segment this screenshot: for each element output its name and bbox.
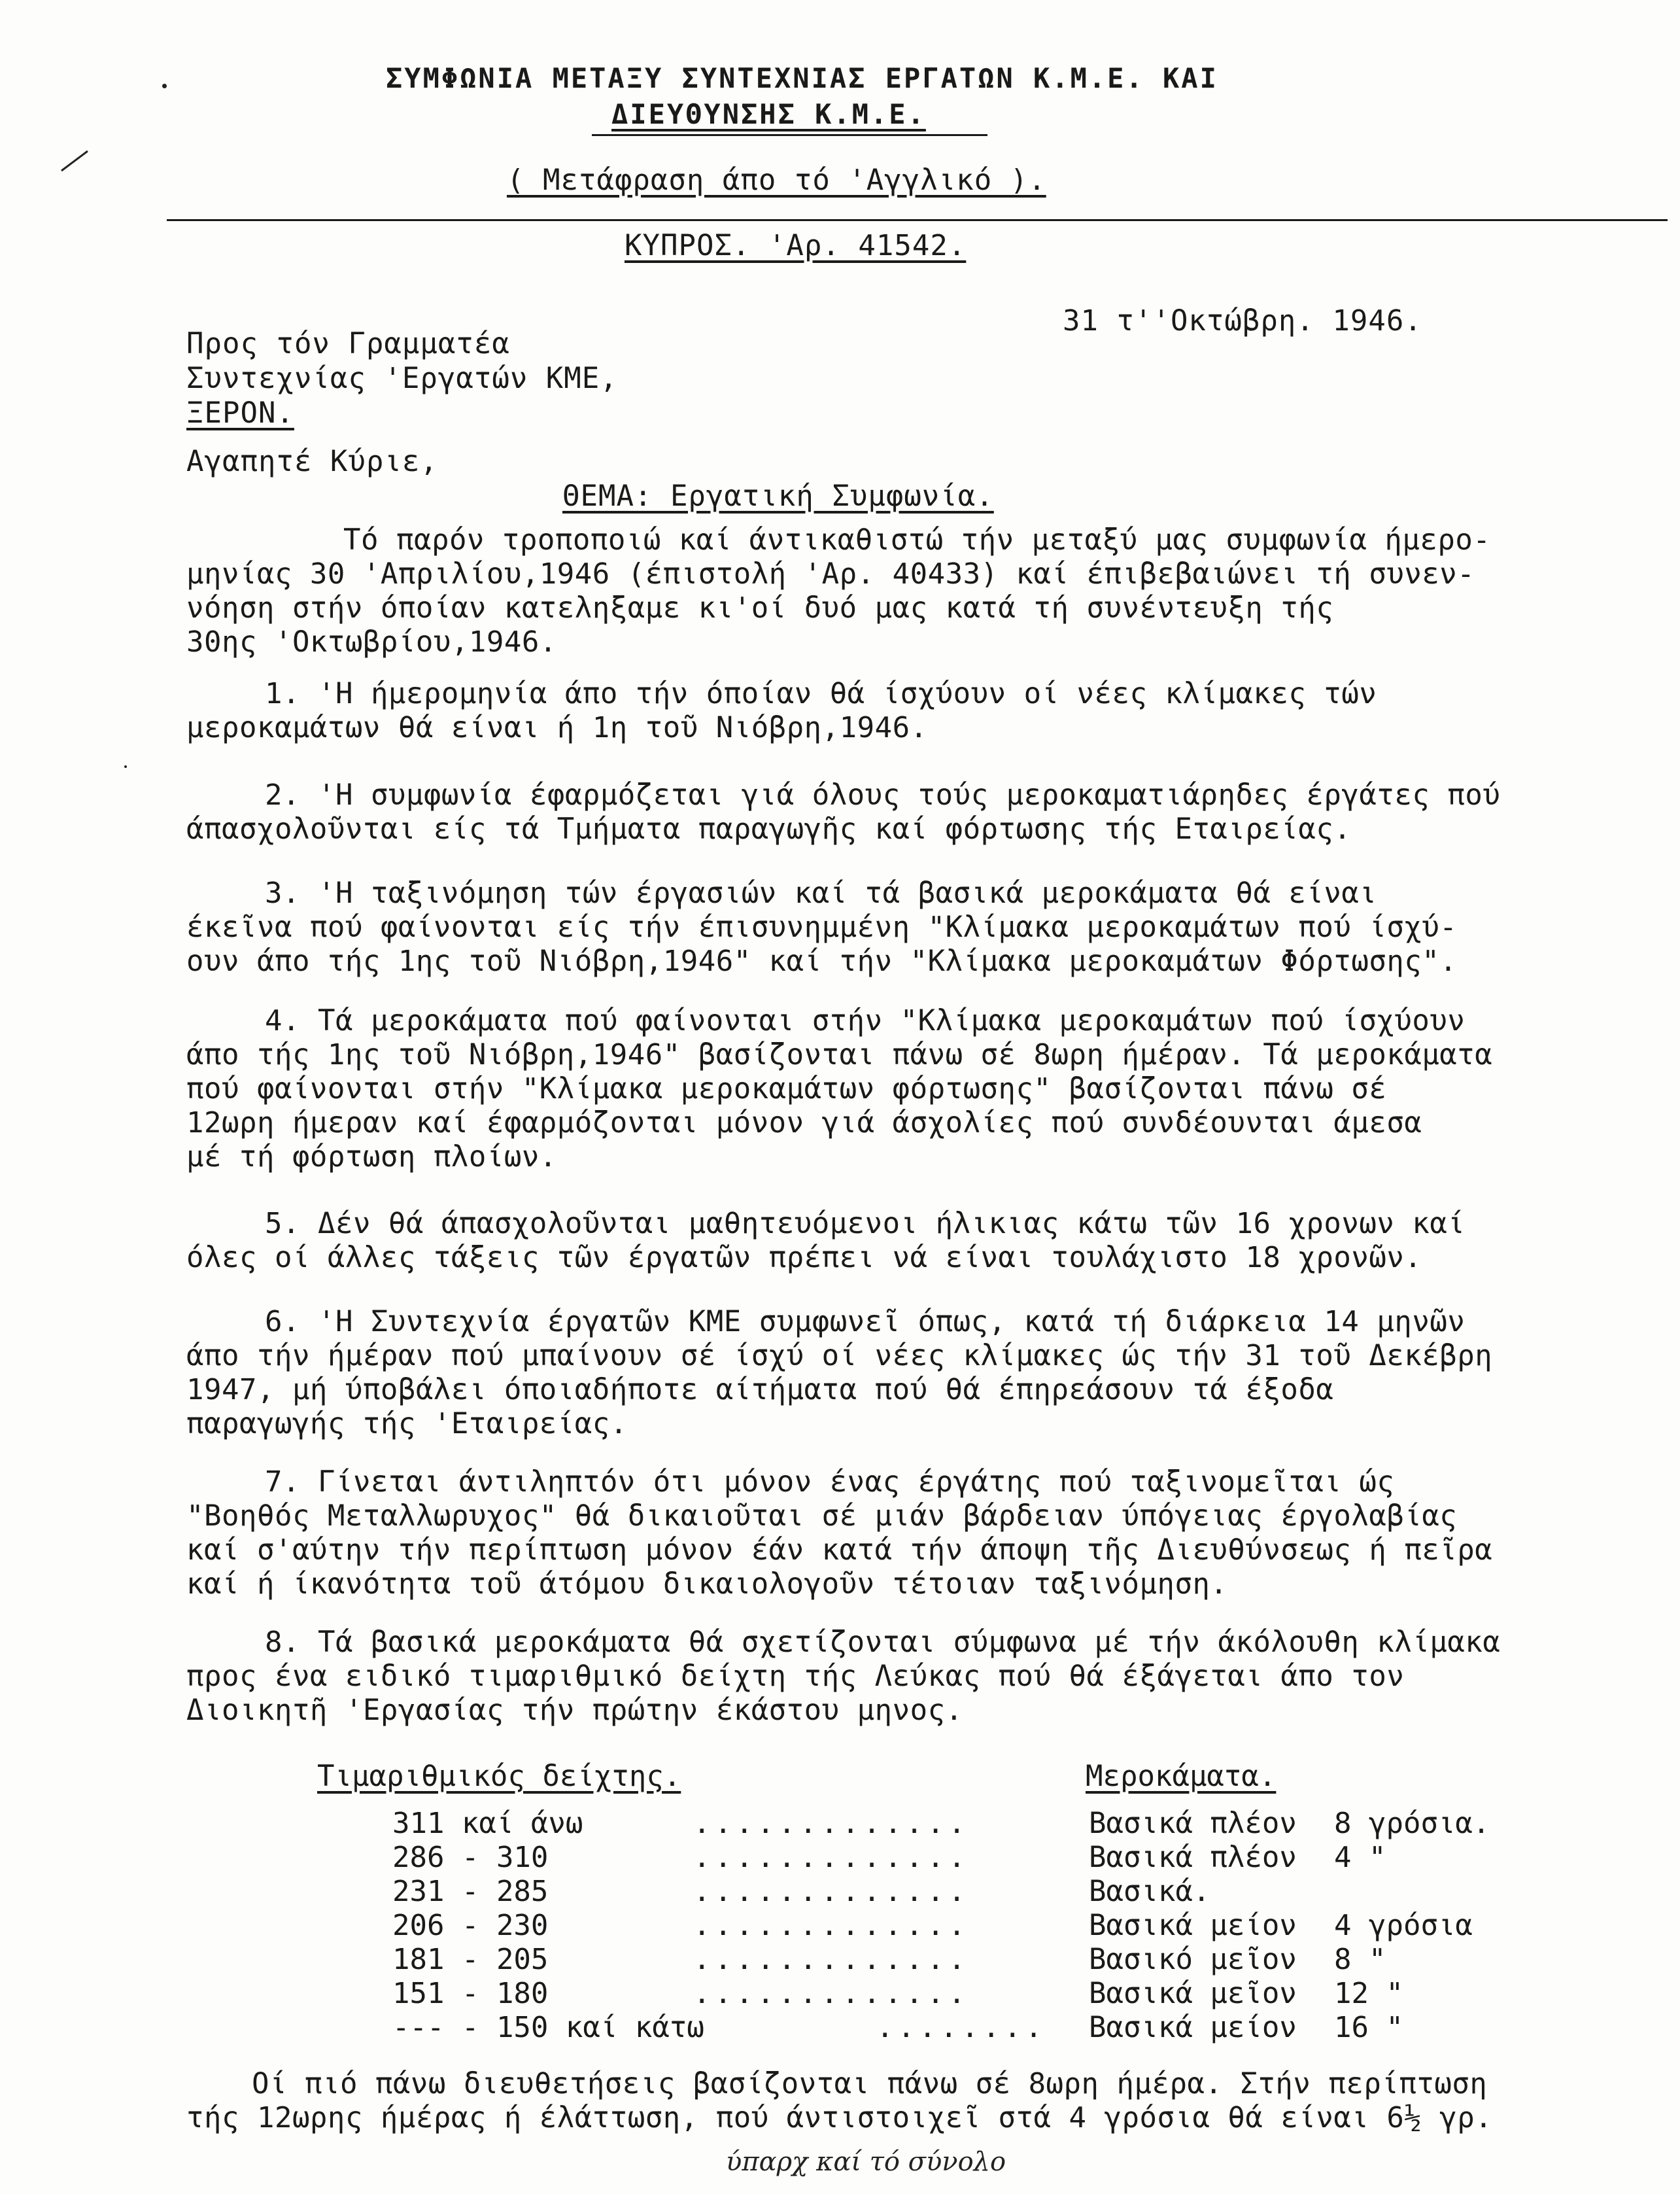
- clause-line: 2. 'Η συμφωνία έφαρμόζεται γιά όλους τούς μεροκαματιάρηδες έργάτες πού: [265, 778, 1501, 812]
- closing-line: τής 12ωρης ήμέρας ή έλάττωση, πού άντιστοιχεῖ στά 4 γρόσια θά είναι 6½ γρ.: [186, 2101, 1493, 2134]
- clause-2: [186, 778, 1625, 846]
- table-row: [392, 1977, 1635, 2011]
- clause-line: 12ωρη ήμεραν καί έφαρμόζονται μόνον γιά άσχολίες πού συνδέουνται άμεσα: [186, 1106, 1422, 1140]
- row-wage: Βασικά μεῖον: [1089, 1977, 1297, 2010]
- clause-line: 1947, μή ύποβάλει όποιαδήποτε αίτήματα πού θά έπηρεάσουν τά έξοδα: [186, 1373, 1334, 1406]
- addressee-line1: Προς τόν Γραμματέα: [186, 327, 510, 360]
- clause-line: καί ή ίκανότητα τοῦ άτόμου δικαιολογοῦν τέτοιαν ταξινόμηση.: [186, 1567, 1228, 1601]
- row-leader: .............: [693, 1807, 970, 1840]
- row-amount: 8 γρόσια.: [1334, 1807, 1490, 1840]
- row-wage: Βασικό μεῖον: [1089, 1943, 1297, 1976]
- clause-line: 4. Τά μεροκάματα πού φαίνονται στήν "Κλίμακα μεροκαμάτων πού ίσχύουν: [265, 1004, 1466, 1037]
- clause-line: παραγωγής τής 'Εταιρείας.: [186, 1407, 628, 1440]
- row-leader: ........: [876, 2011, 1046, 2044]
- clause-line: ουν άπο τής 1ης τοῦ Νιόβρη,1946" καί τήν "Κλίμακα μεροκαμάτων Φόρτωσης".: [186, 945, 1458, 978]
- clause-line: άπασχολοῦνται είς τά Τμήματα παραγωγῆς καί φόρτωσης τής Εταιρείας.: [186, 812, 1352, 846]
- row-wage: Βασικά.: [1089, 1875, 1210, 1908]
- clause-line: 6. 'Η Συντεχνία έργατῶν ΚΜΕ συμφωνεῖ όπως, κατά τή διάρκεια 14 μηνῶν: [265, 1305, 1466, 1338]
- salutation: Αγαπητέ Κύριε,: [186, 445, 438, 478]
- scan-speck: [162, 84, 167, 88]
- clause-line: μεροκαμάτων θά είναι ή 1η τοῦ Νιόβρη,1946.: [186, 711, 928, 744]
- row-wage: Βασικά πλέον: [1089, 1807, 1297, 1840]
- clause-8: [186, 1626, 1625, 1728]
- handwritten-note: ύπαρχ καί τό σύνολο: [726, 2147, 1006, 2177]
- clause-line: προς ένα ειδικό τιμαριθμικό δείχτη τής Λεύκας πού θά έξάγεται άπο τον: [186, 1660, 1405, 1693]
- row-index: 206 - 230: [392, 1909, 549, 1942]
- table-row: [392, 1807, 1635, 1841]
- row-index: 181 - 205: [392, 1943, 549, 1976]
- clause-line: 5. Δέν θά άπασχολοῦνται μαθητευόμενοι ήλικιας κάτω τῶν 16 χρονων καί: [265, 1207, 1466, 1240]
- row-index: 151 - 180: [392, 1977, 549, 2010]
- row-index: 286 - 310: [392, 1841, 549, 1874]
- row-amount: 4 ": [1334, 1841, 1386, 1874]
- intro-line: Τό παρόν τροποποιώ καί άντικαθιστώ τήν μεταξύ μας συμφωνία ήμερο-: [343, 523, 1491, 557]
- closing-paragraph: [186, 2067, 1625, 2135]
- clause-6: [186, 1305, 1625, 1441]
- clause-5: [186, 1207, 1625, 1275]
- clause-line: 7. Γίνεται άντιληπτόν ότι μόνον ένας έργάτης πού ταξινομεῖται ώς: [265, 1465, 1395, 1499]
- row-amount: 4 γρόσια: [1334, 1909, 1473, 1942]
- header-title-line2: ΔΙΕΥΘΥΝΣΗΣ Κ.Μ.Ε.: [611, 98, 926, 130]
- row-index: 231 - 285: [392, 1875, 549, 1908]
- clause-line: καί σ'αύτην τήν περίπτωση μόνον έάν κατά τήν άποψη τῆς Διευθύνσεως ή πεῖρα: [186, 1533, 1493, 1567]
- row-index: 311 καί άνω: [392, 1807, 583, 1840]
- row-leader: .............: [693, 1943, 970, 1976]
- clause-line: πού φαίνονται στήν "Κλίμακα μεροκαμάτων φόρτωσης" βασίζονται πάνω σέ: [186, 1072, 1387, 1106]
- row-amount: 16 ": [1334, 2011, 1403, 2044]
- addressee-line3: ΞΕΡΟΝ.: [186, 396, 294, 430]
- row-amount: 8 ": [1334, 1943, 1386, 1976]
- clause-line: άπο τής 1ης τοῦ Νιόβρη,1946" βασίζονται πάνω σέ 8ωρη ήμέραν. Τά μεροκάματα: [186, 1038, 1493, 1071]
- clause-3: [186, 877, 1625, 979]
- header-rule: [167, 219, 1668, 221]
- table-row: [392, 1841, 1635, 1875]
- clause-line: 3. 'Η ταξινόμηση τών έργασιών καί τά βασικά μεροκάματα θά είναι: [265, 877, 1377, 910]
- header-underline: [592, 134, 987, 136]
- table-row: [392, 1909, 1635, 1943]
- intro-paragraph: [186, 523, 1625, 659]
- translation-note: ( Μετάφραση άπο τό 'Αγγλικό ).: [507, 164, 1046, 197]
- clause-7: [186, 1465, 1625, 1601]
- addressee-line2: Συντεχνίας 'Εργατών ΚΜΕ,: [186, 362, 618, 395]
- row-leader: .............: [693, 1841, 970, 1874]
- clause-line: άπο τήν ήμέραν πού μπαίνουν σέ ίσχύ οί νέες κλίμακες ώς τήν 31 τοῦ Δεκέβρη: [186, 1339, 1493, 1372]
- row-leader: .............: [693, 1875, 970, 1908]
- row-wage: Βασικά πλέον: [1089, 1841, 1297, 1874]
- row-amount: 12 ": [1334, 1977, 1403, 2010]
- clause-line: μέ τή φόρτωση πλοίων.: [186, 1140, 557, 1174]
- table-header-wages: Μεροκάματα.: [1086, 1760, 1277, 1793]
- table-row: [392, 1875, 1635, 1909]
- reference-number: ΚΥΠΡΟΣ. 'Αρ. 41542.: [625, 229, 967, 262]
- row-wage: Βασικά μείον: [1089, 1909, 1297, 1942]
- table-row: [392, 2011, 1635, 2045]
- intro-line: νόηση στήν όποίαν κατεληξαμε κι'οί δυό μας κατά τή συνέντευξη τής: [186, 591, 1334, 625]
- row-index: --- - 150 καί κάτω: [392, 2011, 704, 2044]
- intro-line: 30ης 'Οκτωβρίου,1946.: [186, 625, 557, 659]
- row-leader: .............: [693, 1909, 970, 1942]
- clause-line: έκεῖνα πού φαίνονται είς τήν έπισυνημμένη "Κλίμακα μεροκαμάτων πού ίσχύ-: [186, 911, 1458, 944]
- letter-date: 31 τ''Οκτώβρη. 1946.: [1063, 304, 1422, 338]
- clause-line: 1. 'Η ήμερομηνία άπο τήν όποίαν θά ίσχύουν οί νέες κλίμακες τών: [265, 677, 1377, 710]
- subject-line: ΘΕΜΑ: Εργατική Συμφωνία.: [562, 479, 994, 513]
- closing-line: Οί πιό πάνω διευθετήσεις βασίζονται πάνω σέ 8ωρη ήμέρα. Στήν περίπτωση: [252, 2067, 1488, 2100]
- row-wage: Βασικά μείον: [1089, 2011, 1297, 2044]
- row-leader: .............: [693, 1977, 970, 2010]
- clause-line: όλες οί άλλες τάξεις τῶν έργατῶν πρέπει νά είναι τουλάχιστο 18 χρονῶν.: [186, 1241, 1422, 1274]
- scan-mark: [59, 147, 92, 173]
- clause-4: [186, 1004, 1625, 1174]
- intro-line: μηνίας 30 'Απριλίου,1946 (έπιστολή 'Αρ. 40433) καί έπιβεβαιώνει τή συνεν-: [186, 557, 1475, 591]
- table-row: [392, 1943, 1635, 1977]
- scan-speck: [124, 765, 127, 768]
- header-title-line1: ΣΥΜΦΩΝΙΑ ΜΕΤΑΞΥ ΣΥΝΤΕΧΝΙΑΣ ΕΡΓΑΤΩΝ Κ.Μ.Ε. ΚΑΙ: [386, 62, 1218, 94]
- clause-1: [186, 677, 1625, 745]
- clause-line: "Βοηθός Μεταλλωρυχος" θά δικαιοῦται σέ μιάν βάρδειαν ύπόγειας έργολαβίας: [186, 1499, 1458, 1533]
- clause-line: Διοικητῆ 'Εργασίας τήν πρώτην έκάστου μηνος.: [186, 1694, 963, 1727]
- table-header-index: Τιμαριθμικός δείχτης.: [317, 1760, 681, 1793]
- clause-line: 8. Τά βασικά μεροκάματα θά σχετίζονται σύμφωνα μέ τήν άκόλουθη κλίμακα: [265, 1626, 1501, 1659]
